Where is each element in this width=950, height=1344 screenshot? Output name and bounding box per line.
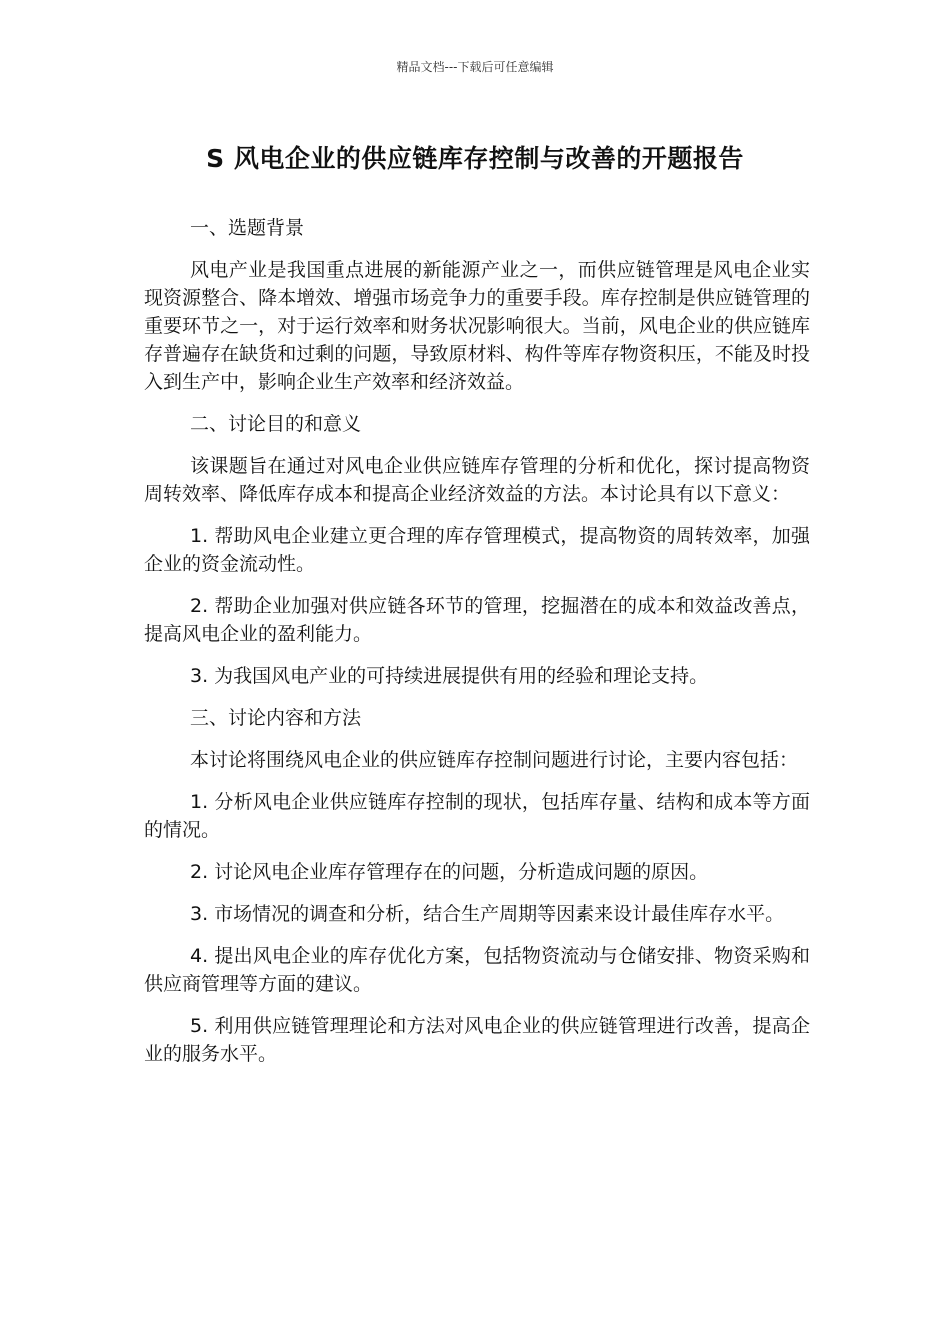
document-body <box>144 214 810 1082</box>
section-heading-purpose: 二、讨论目的和意义 <box>190 413 362 435</box>
content-item-3: 3. 市场情况的调查和分析，结合生产周期等因素来设计最佳库存水平。 <box>190 903 785 925</box>
section-heading-content: 三、讨论内容和方法 <box>190 707 362 729</box>
purpose-item-3: 3. 为我国风电产业的可持续进展提供有用的经验和理论支持。 <box>190 665 709 687</box>
purpose-item-1: 1. 帮助风电企业建立更合理的库存管理模式，提高物资的周转效率，加强企业的资金流动性。 <box>144 525 810 575</box>
section-heading-background: 一、选题背景 <box>190 217 305 239</box>
paragraph-content: 本讨论将围绕风电企业的供应链库存控制问题进行讨论，主要内容包括： <box>190 749 799 771</box>
content-item-5: 5. 利用供应链管理理论和方法对风电企业的供应链管理进行改善，提高企业的服务水平。 <box>144 1015 810 1065</box>
paragraph-background: 风电产业是我国重点进展的新能源产业之一，而供应链管理是风电企业实现资源整合、降本增效、增强市场竞争力的重要手段。库存控制是供应链管理的重要环节之一，对于运行效率和财务状况影响很大。当前，风电企业的供应链库存普遍存在缺货和过剩的问题，导致原材料、构件等库存物资积压，不能及时投入到生产中，影响企业生产效率和经济效益。 <box>144 259 810 393</box>
content-item-1: 1. 分析风电企业供应链库存控制的现状，包括库存量、结构和成本等方面的情况。 <box>144 791 810 841</box>
content-item-2: 2. 讨论风电企业库存管理存在的问题，分析造成问题的原因。 <box>190 861 709 883</box>
header-note: 精品文档---下载后可任意编辑 <box>396 60 554 74</box>
content-item-4: 4. 提出风电企业的库存优化方案，包括物资流动与仓储安排、物资采购和供应商管理等方面的建议。 <box>144 945 810 995</box>
purpose-item-2: 2. 帮助企业加强对供应链各环节的管理，挖掘潜在的成本和效益改善点，提高风电企业的盈利能力。 <box>144 595 810 645</box>
paragraph-purpose: 该课题旨在通过对风电企业供应链库存管理的分析和优化，探讨提高物资周转效率、降低库存成本和提高企业经济效益的方法。本讨论具有以下意义： <box>144 455 810 505</box>
document-title: S 风电企业的供应链库存控制与改善的开题报告 <box>206 144 744 173</box>
